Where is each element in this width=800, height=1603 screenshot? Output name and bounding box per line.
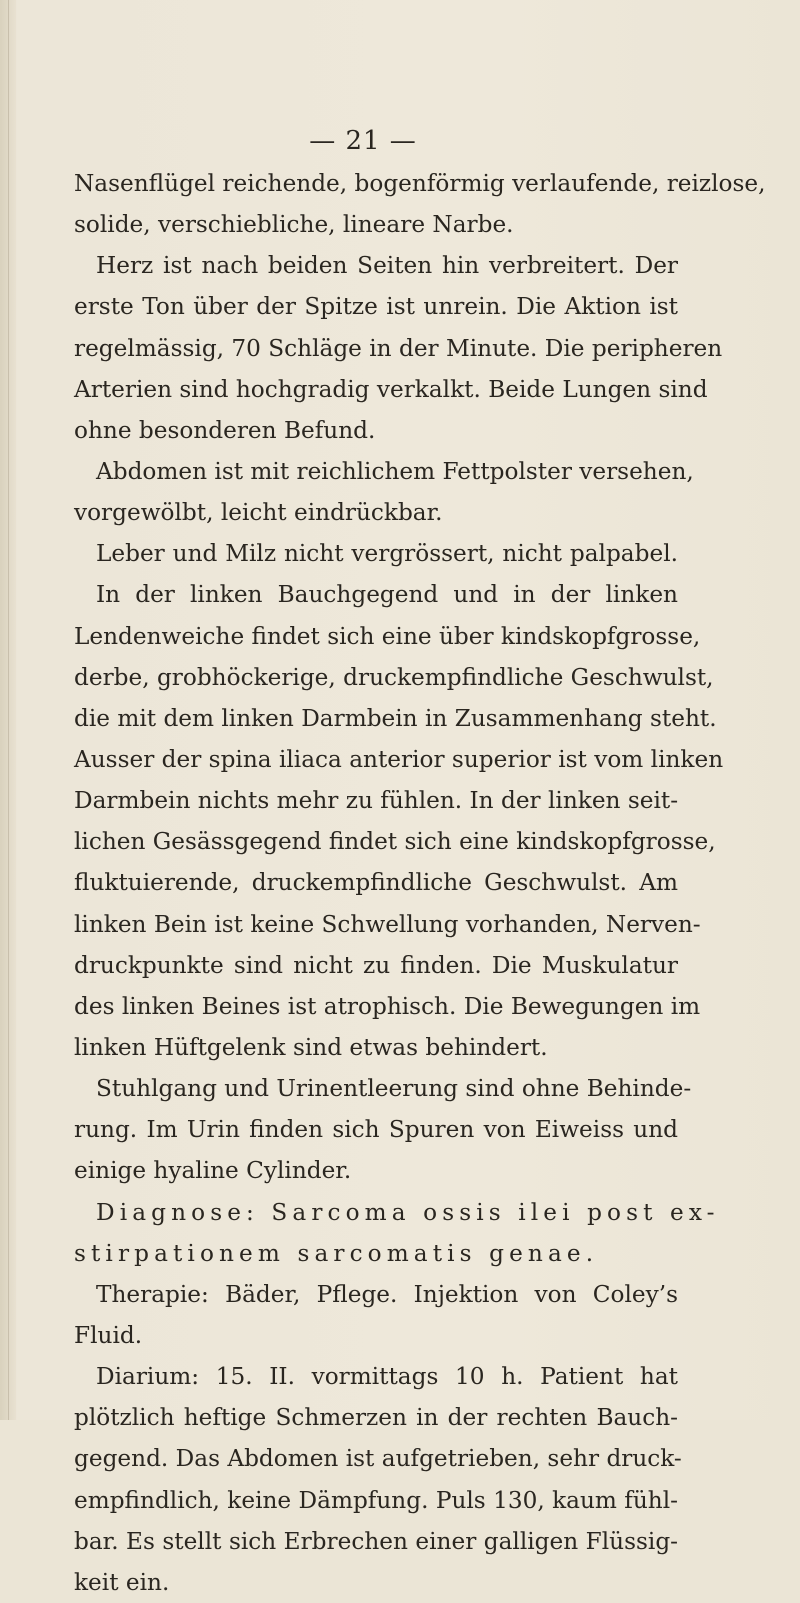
text-line: Ausser der spina iliaca anterior superior ist vom linken (74, 745, 724, 773)
text-line: fluktuierende, druckempfindliche Geschwulst. Am (74, 869, 678, 897)
text-line: linken Hüftgelenk sind etwas behindert. (74, 1033, 548, 1061)
text-line: rung. Im Urin finden sich Spuren von Eiweiss und (74, 1116, 678, 1144)
text-line: Abdomen ist mit reichlichem Fettpolster versehen, (96, 457, 694, 485)
text-line: erste Ton über der Spitze ist unrein. Die Aktion ist (74, 293, 678, 321)
text-line: ohne besonderen Befund. (74, 416, 376, 444)
text-line: empfindlich, keine Dämpfung. Puls 130, kaum fühl- (74, 1486, 678, 1514)
text-line: bar. Es stellt sich Erbrechen einer galligen Flüssig- (74, 1527, 678, 1555)
page-number: — 21 — (309, 126, 417, 156)
text-line: solide, verschiebliche, lineare Narbe. (74, 211, 514, 239)
text-line: lichen Gesässgegend findet sich eine kindskopfgrosse, (74, 828, 716, 856)
text-line: Arterien sind hochgradig verkalkt. Beide Lungen sind (74, 375, 708, 403)
text-line: keit ein. (74, 1568, 170, 1596)
text-line: Diagnose: Sarcoma ossis ilei post ex- (96, 1198, 720, 1226)
text-line: regelmässig, 70 Schläge in der Minute. Die peripheren (74, 334, 723, 362)
text-line: die mit dem linken Darmbein in Zusammenhang steht. (74, 704, 717, 732)
text-line: Stuhlgang und Urinentleerung sind ohne Behinde- (96, 1075, 692, 1103)
page-gutter-line (8, 0, 9, 1420)
text-line: Herz ist nach beiden Seiten hin verbreitert. Der (96, 252, 678, 280)
text-line: Diarium: 15. II. vormittags 10 h. Patient hat (96, 1363, 678, 1391)
text-line: derbe, grobhöckerige, druckempfindliche Geschwulst, (74, 663, 714, 691)
text-line: druckpunkte sind nicht zu finden. Die Muskulatur (74, 951, 678, 979)
text-line: stirpationem sarcomatis genae. (74, 1239, 599, 1267)
text-line: Therapie: Bäder, Pflege. Injektion von Coley’s (96, 1280, 678, 1308)
text-line: plötzlich heftige Schmerzen in der rechten Bauch- (74, 1404, 678, 1432)
text-line: des linken Beines ist atrophisch. Die Bewegungen im (74, 992, 701, 1020)
text-line: Fluid. (74, 1321, 143, 1349)
text-line: einige hyaline Cylinder. (74, 1157, 352, 1185)
text-line: Lendenweiche findet sich eine über kindskopfgrosse, (74, 622, 701, 650)
body-text (74, 163, 766, 1603)
text-line: In der linken Bauchgegend und in der linken (96, 581, 678, 609)
text-line: Darmbein nichts mehr zu fühlen. In der linken seit- (74, 787, 679, 815)
text-line: Nasenflügel reichende, bogenförmig verlaufende, reizlose, (74, 170, 766, 197)
text-line: Leber und Milz nicht vergrössert, nicht palpabel. (96, 540, 678, 568)
text-line: gegend. Das Abdomen ist aufgetrieben, sehr druck- (74, 1445, 682, 1473)
text-line: linken Bein ist keine Schwellung vorhanden, Nerven- (74, 910, 701, 938)
text-line: vorgewölbt, leicht eindrückbar. (74, 499, 443, 527)
